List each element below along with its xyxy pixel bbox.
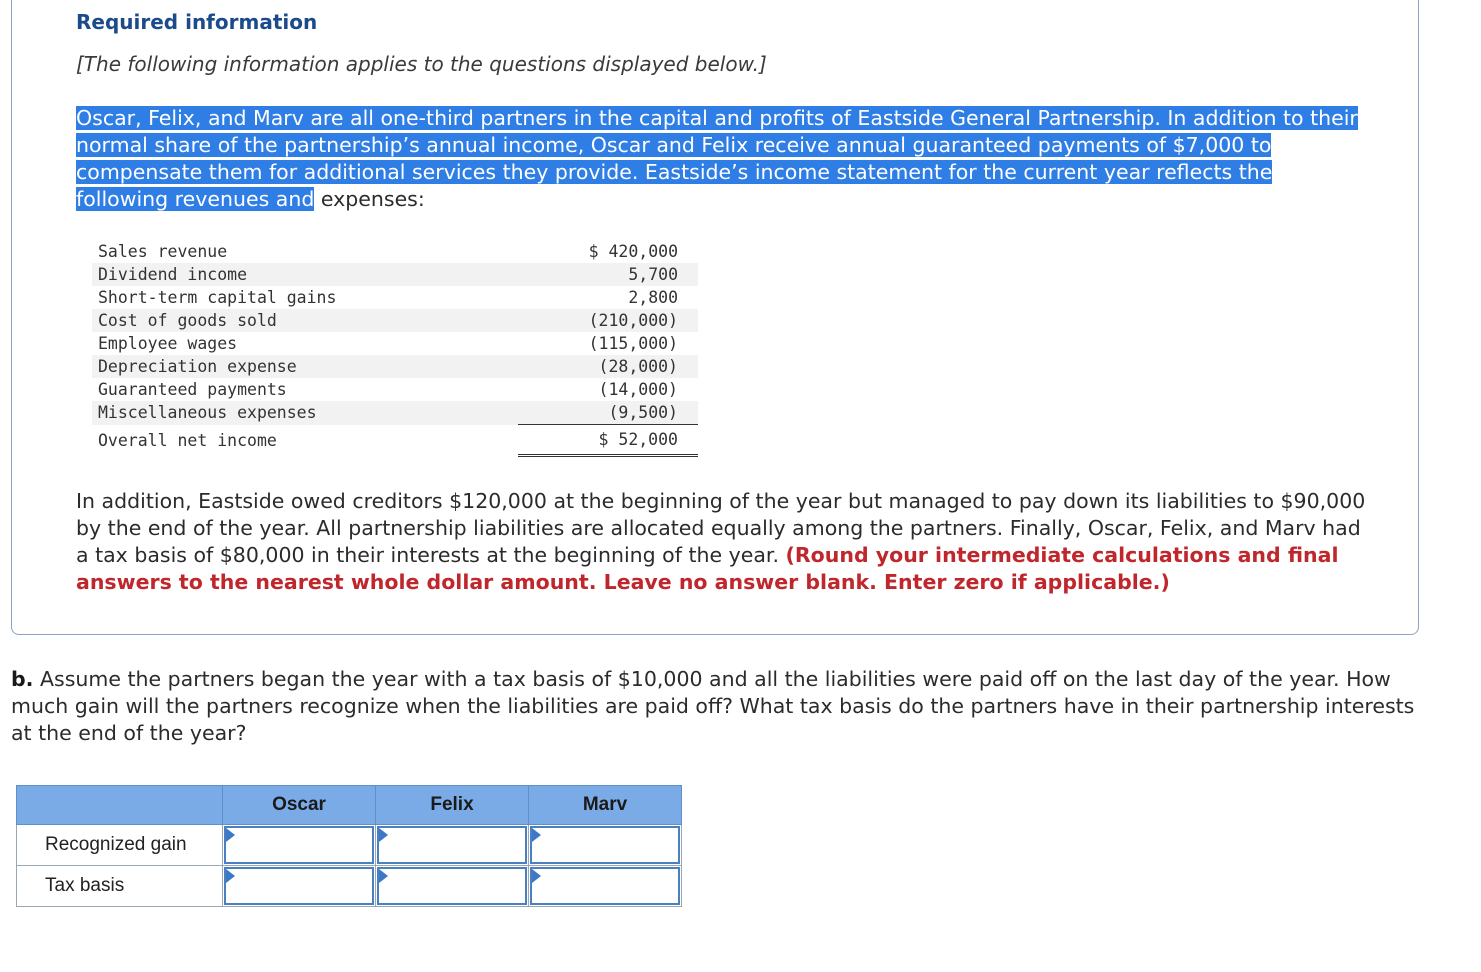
table-row [92, 309, 698, 332]
header-corner [17, 786, 223, 825]
row-amount: (210,000) [518, 309, 698, 332]
table-row [92, 355, 698, 378]
row-label: Recognized gain [17, 825, 223, 866]
answer-table [16, 785, 682, 907]
row-amount: 2,800 [628, 288, 678, 307]
intro-rest: expenses: [314, 187, 425, 211]
input-marker-icon [226, 869, 235, 883]
additional-text: In addition, Eastside owed creditors $120,000 at the beginning of the year but managed to pay down its liabilities to $90,000 by the end of the year. All partnership liabilities are allocated equally among the partners. Finally, Oscar, Felix, and Marv had a tax basis of $80,000 in their interests at the beginning of the year. [76, 489, 1366, 567]
intro-paragraph [76, 105, 1366, 213]
required-information-title: Required information [76, 10, 318, 34]
question-text: Assume the partners began the year with a tax basis of $10,000 and all the liabilities were paid off on the last day of the year. How much gain will the partners recognize when the liabilities are paid off? What tax basis do the partners have in their partnership interests at the end of the year? [11, 667, 1415, 745]
oscar-tax-basis-input[interactable] [226, 869, 372, 903]
row-label: Dividend income [92, 263, 518, 286]
input-marker-icon [379, 869, 388, 883]
row-label: Miscellaneous expenses [92, 401, 518, 425]
total-amount: $ 52,000 [518, 425, 698, 456]
table-row [92, 378, 698, 401]
table-row [92, 332, 698, 355]
highlighted-text: Oscar, Felix, and Marv are all one-third partners in the capital and profits of Eastside General Partnership. In addition to their normal share of the partnership’s annual income, Oscar and Felix receive annual guaranteed payments of $7,000 to compensate them for additional services they provide. Eastside’s income statement for the current year reflects the following revenues and [76, 106, 1358, 211]
table-row [92, 263, 698, 286]
marv-tax-basis-input[interactable] [532, 869, 678, 903]
answer-cell [376, 866, 529, 907]
header-oscar: Oscar [223, 786, 376, 825]
answer-header-row [17, 786, 682, 825]
question-b [11, 666, 1431, 747]
answer-row-recognized-gain [17, 825, 682, 866]
answer-cell [529, 825, 682, 866]
input-marker-icon [226, 828, 235, 842]
row-label: Guaranteed payments [98, 380, 287, 399]
felix-tax-basis-input[interactable] [379, 869, 525, 903]
felix-recognized-gain-input[interactable] [379, 828, 525, 862]
header-felix: Felix [376, 786, 529, 825]
income-statement-table [92, 240, 698, 457]
table-row [92, 401, 698, 425]
row-amount: 5,700 [518, 263, 698, 286]
answer-cell [223, 866, 376, 907]
row-amount: $ 420,000 [588, 242, 678, 261]
row-label: Depreciation expense [92, 355, 518, 378]
input-marker-icon [532, 828, 541, 842]
row-label: Tax basis [17, 866, 223, 907]
additional-info-paragraph [76, 488, 1376, 596]
row-label: Sales revenue [98, 242, 228, 261]
row-amount: (115,000) [588, 334, 678, 353]
row-label: Employee wages [98, 334, 238, 353]
total-row [92, 425, 698, 456]
row-amount: (9,500) [518, 401, 698, 425]
table-row [92, 240, 698, 263]
applies-note: [The following information applies to the questions displayed below.] [76, 52, 767, 76]
total-label: Overall net income [98, 430, 277, 450]
header-marv: Marv [529, 786, 682, 825]
rounding-instruction: (Round your intermediate calculations and final answers to the nearest whole dollar amount. Leave no answer blank. Enter zero if applicable.) [76, 543, 1339, 594]
input-marker-icon [532, 869, 541, 883]
answer-cell [376, 825, 529, 866]
answer-cell [223, 825, 376, 866]
row-amount: (28,000) [518, 355, 698, 378]
row-label: Short-term capital gains [98, 288, 337, 307]
answer-cell [529, 866, 682, 907]
oscar-recognized-gain-input[interactable] [226, 828, 372, 862]
table-row [92, 286, 698, 309]
row-amount: (14,000) [598, 380, 678, 399]
question-label: b. [11, 667, 34, 691]
row-label: Cost of goods sold [92, 309, 518, 332]
input-marker-icon [379, 828, 388, 842]
marv-recognized-gain-input[interactable] [532, 828, 678, 862]
answer-row-tax-basis [17, 866, 682, 907]
